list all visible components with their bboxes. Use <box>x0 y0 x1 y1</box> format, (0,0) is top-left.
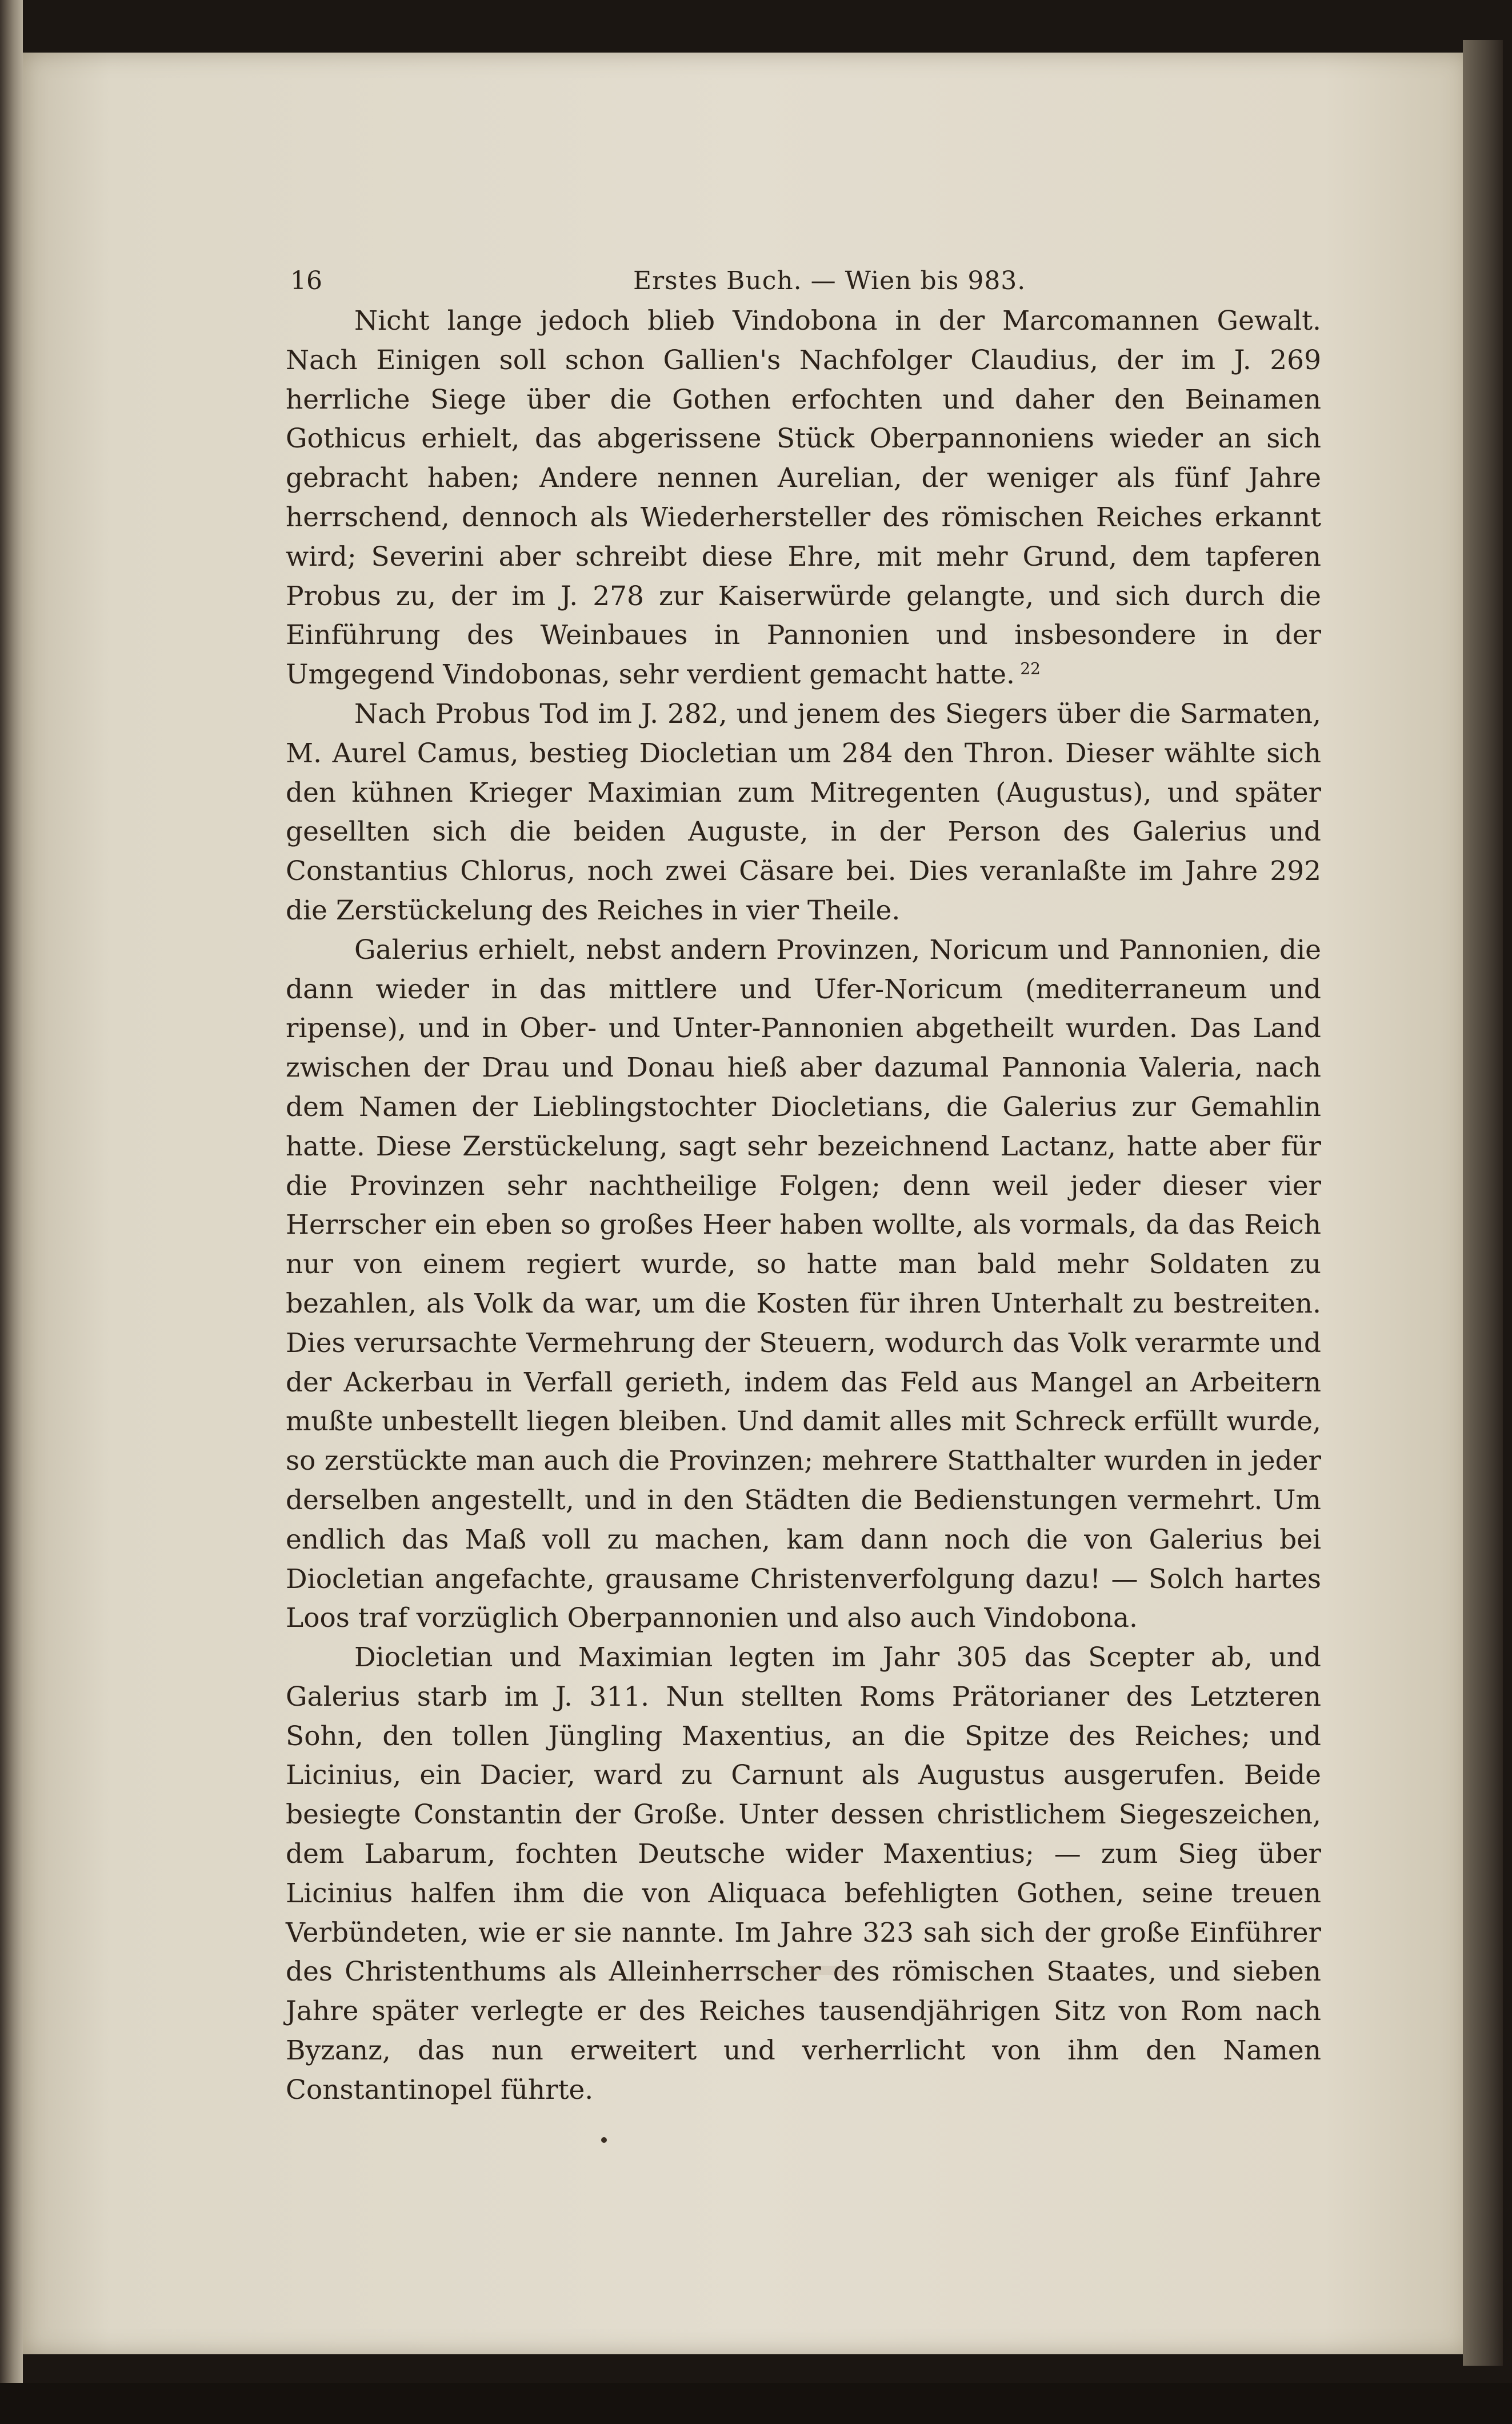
paragraph-1 <box>286 302 1321 695</box>
scan-bottom-border <box>0 2383 1512 2424</box>
book-binding-edge <box>0 0 23 2424</box>
ink-speck <box>601 2137 607 2143</box>
paragraph-1-text: Nicht lange jedoch blieb Vindobona in der Marcomannen Gewalt. Nach Einigen soll schon Gallien's Nachfolger Claudius, der im J. 269 herrliche Siege über die Gothen erfochten und daher den Beinamen Gothicus erhielt, das abgerissene Stück Oberpannoniens wieder an sich gebracht haben; Andere nennen Aurelian, der weniger als fünf Jahre herrschend, dennoch als Wiederhersteller des römischen Reiches erkannt wird; Severini aber schreibt diese Ehre, mit mehr Grund, dem tapferen Probus zu, der im J. 278 zur Kaiserwürde gelangte, und sich durch die Einführung des Weinbaues in Pannonien und insbesondere in der Umgegend Vindobonas, sehr verdient gemacht hatte. <box>286 305 1321 691</box>
page-number: 16 <box>290 266 322 295</box>
running-head: Erstes Buch. — Wien bis 983. <box>633 266 1026 295</box>
page-right-edge <box>1463 40 1503 2366</box>
page-header <box>290 262 1319 302</box>
paragraph-4: Diocletian und Maximian legten im Jahr 305 das Scepter ab, und Galerius starb im J. 311. Nun stellten Roms Prätorianer des Letzteren Sohn, den tollen Jüngling Maxentius, an die Spitze des Reiches; und Licinius, ein Dacier, ward zu Carnunt als Augustus ausgerufen. Beide besiegte Constantin der Große. Unter dessen christlichem Siegeszeichen, dem Labarum, fochten Deutsche wider Maxentius; — zum Sieg über Licinius halfen ihm die von Aliquaca befehligten Gothen, seine treuen Verbündeten, wie er sie nannte. Im Jahre 323 sah sich der große Einführer des Christenthums als Alleinherrscher des römischen Staates, und sieben Jahre später verlegte er des Reiches tausendjährigen Sitz von Rom nach Byzanz, das nun erweitert und verherrlicht von ihm den Namen Constantinopel führte. <box>286 1642 1321 2106</box>
paper-stain <box>743 1966 857 1975</box>
paragraph-2: Nach Probus Tod im J. 282, und jenem des Siegers über die Sarmaten, M. Aurel Camus, bestieg Diocletian um 284 den Thron. Dieser wählte sich den kühnen Krieger Maximian zum Mitregenten (Augustus), und später gesellten sich die beiden Auguste, in der Person des Galerius und Constantius Chlorus, noch zwei Cäsare bei. Dies veranlaßte im Jahre 292 die Zerstückelung des Reiches in vier Theile. <box>286 698 1321 926</box>
body-text <box>286 302 1321 2110</box>
paragraph-3: Galerius erhielt, nebst andern Provinzen, Noricum und Pannonien, die dann wieder in das mittlere und Ufer-Noricum (mediterraneum und ripense), und in Ober- und Unter-Pannonien abgetheilt wurden. Das Land zwischen der Drau und Donau hieß aber dazumal Pannonia Valeria, nach dem Namen der Lieblingstochter Diocletians, die Galerius zur Gemahlin hatte. Diese Zerstückelung, sagt sehr bezeichnend Lactanz, hatte aber für die Provinzen sehr nachtheilige Folgen; denn weil jeder dieser vier Herrscher ein eben so großes Heer haben wollte, als vormals, da das Reich nur von einem regiert wurde, so hatte man bald mehr Soldaten zu bezahlen, als Volk da war, um die Kosten für ihren Unterhalt zu bestreiten. Dies verursachte Vermehrung der Steuern, wodurch das Volk verarmte und der Ackerbau in Verfall gerieth, indem das Feld aus Mangel an Arbeitern mußte unbestellt liegen bleiben. Und damit alles mit Schreck erfüllt wurde, so zerstückte man auch die Provinzen; mehrere Statthalter wurden in jeder derselben angestellt, und in den Städten die Bedienstungen vermehrt. Um endlich das Maß voll zu machen, kam dann noch die von Galerius bei Diocletian angefachte, grausame Christenverfolgung dazu! — Solch hartes Loos traf vorzüglich Oberpannonien und also auch Vindobona. <box>286 934 1321 1634</box>
footnote-reference: 22 <box>1020 659 1041 678</box>
